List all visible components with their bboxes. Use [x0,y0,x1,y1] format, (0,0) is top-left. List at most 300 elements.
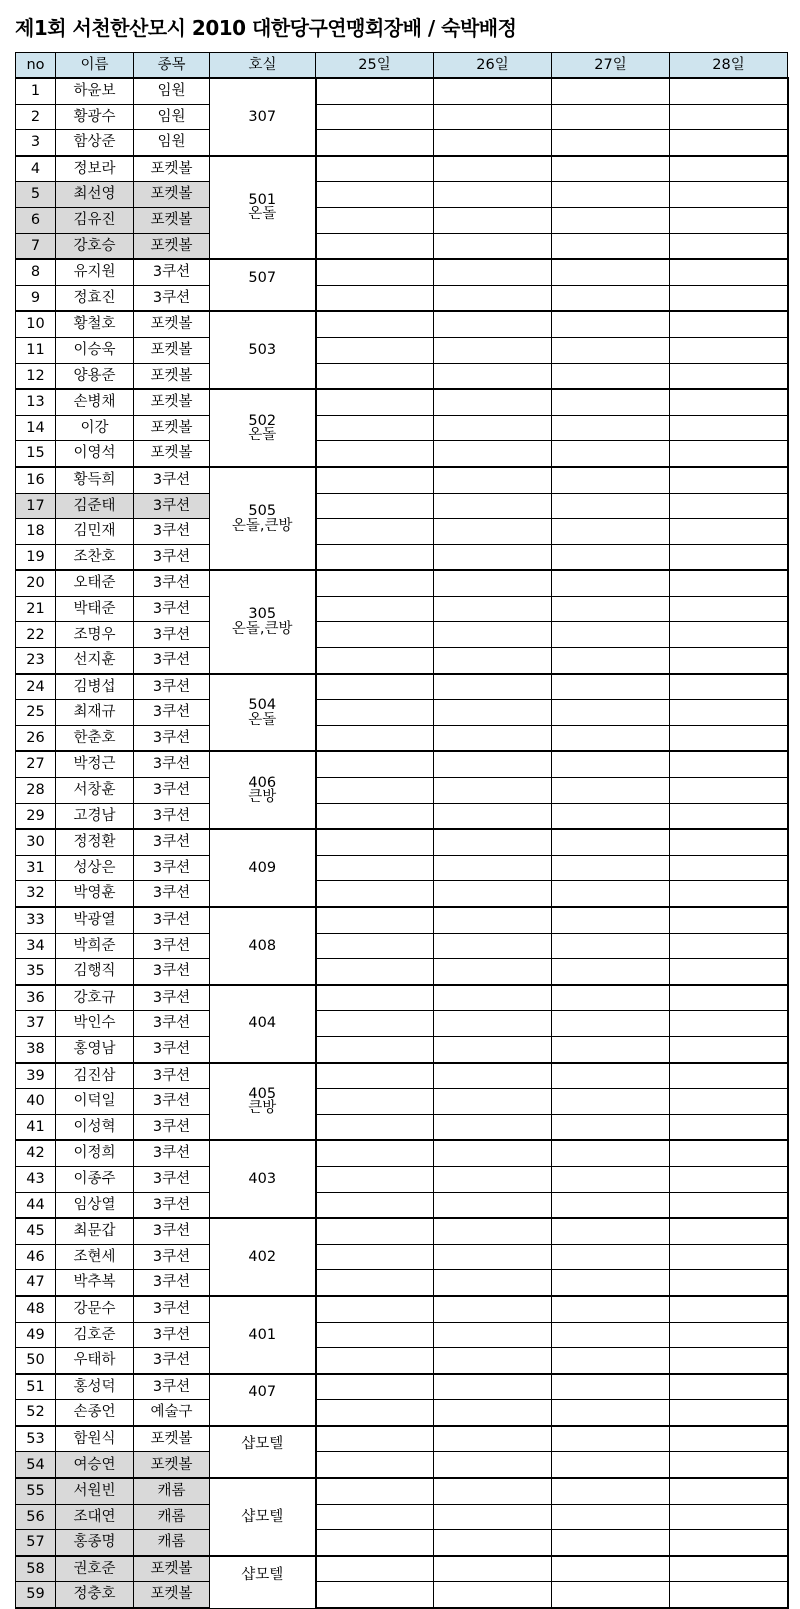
day-cell-27 [552,1063,670,1089]
row-number: 53 [16,1426,56,1452]
day-cell-28 [670,1348,788,1374]
day-cell-27 [552,493,670,519]
day-cell-28 [670,778,788,804]
event-type: 임원 [134,78,210,104]
row-number: 20 [16,570,56,596]
day-cell-26 [434,1114,552,1140]
room-label-line: 샵모텔 [241,1436,284,1453]
day-cell-27 [552,725,670,751]
day-cell-27 [552,674,670,700]
row-number: 40 [16,1089,56,1115]
day-cell-28 [670,1556,788,1582]
table-row [16,725,788,751]
day-cell-25 [316,363,434,389]
table-row [16,233,788,259]
room-label-line: 307 [248,108,277,125]
row-number: 7 [16,233,56,259]
table-row [16,1348,788,1374]
day-cell-26 [434,156,552,182]
day-cell-28 [670,285,788,311]
day-cell-27 [552,829,670,855]
guest-name: 하윤보 [56,78,134,104]
event-type: 포켓볼 [134,1452,210,1478]
day-cell-28 [670,596,788,622]
table-row [16,156,788,182]
day-cell-26 [434,959,552,985]
day-cell-25 [316,985,434,1011]
event-type: 3쿠션 [134,519,210,545]
day-cell-25 [316,1322,434,1348]
guest-name: 정정환 [56,829,134,855]
room-label-line: 402 [248,1248,277,1265]
day-cell-25 [316,648,434,674]
header-day-25: 25일 [316,53,434,79]
guest-name: 이승욱 [56,337,134,363]
row-number: 14 [16,415,56,441]
table-row [16,1244,788,1270]
row-number: 51 [16,1374,56,1400]
day-cell-25 [316,467,434,493]
room-label-line: 503 [248,341,277,358]
day-cell-27 [552,130,670,156]
table-row [16,1089,788,1115]
day-cell-26 [434,1504,552,1530]
day-cell-27 [552,363,670,389]
event-type: 포켓볼 [134,156,210,182]
guest-name: 조현세 [56,1244,134,1270]
event-type: 3쿠션 [134,1244,210,1270]
guest-name: 손종언 [56,1400,134,1426]
event-type: 포켓볼 [134,363,210,389]
day-cell-28 [670,104,788,130]
day-cell-25 [316,855,434,881]
event-type: 3쿠션 [134,1140,210,1166]
table-row [16,570,788,596]
day-cell-28 [670,441,788,467]
day-cell-28 [670,1114,788,1140]
guest-name: 홍영남 [56,1036,134,1062]
event-type: 3쿠션 [134,959,210,985]
day-cell-26 [434,389,552,415]
guest-name: 한춘호 [56,725,134,751]
day-cell-25 [316,1114,434,1140]
room-cell [210,1556,316,1608]
day-cell-27 [552,778,670,804]
room-label-line: 407 [248,1384,277,1401]
header-name: 이름 [56,53,134,79]
day-cell-28 [670,493,788,519]
day-cell-26 [434,622,552,648]
table-row [16,493,788,519]
day-cell-26 [434,1426,552,1452]
row-number: 33 [16,907,56,933]
day-cell-28 [670,622,788,648]
day-cell-27 [552,182,670,208]
day-cell-27 [552,389,670,415]
day-cell-28 [670,1218,788,1244]
day-cell-26 [434,1322,552,1348]
room-cell [210,156,316,259]
guest-name: 권호준 [56,1556,134,1582]
table-row [16,182,788,208]
day-cell-25 [316,829,434,855]
day-cell-25 [316,1140,434,1166]
event-type: 3쿠션 [134,803,210,829]
day-cell-25 [316,493,434,519]
day-cell-25 [316,1063,434,1089]
day-cell-27 [552,648,670,674]
day-cell-26 [434,1296,552,1322]
day-cell-28 [670,1166,788,1192]
day-cell-26 [434,803,552,829]
room-label-line: 403 [248,1170,277,1187]
day-cell-27 [552,959,670,985]
table-row [16,104,788,130]
day-cell-25 [316,1036,434,1062]
event-type: 3쿠션 [134,1374,210,1400]
event-type: 3쿠션 [134,493,210,519]
row-number: 19 [16,544,56,570]
row-number: 4 [16,156,56,182]
day-cell-26 [434,1089,552,1115]
day-cell-26 [434,855,552,881]
room-cell [210,1478,316,1556]
guest-name: 박정근 [56,751,134,777]
day-cell-26 [434,1374,552,1400]
event-type: 캐롬 [134,1504,210,1530]
day-cell-26 [434,441,552,467]
day-cell-27 [552,622,670,648]
guest-name: 강문수 [56,1296,134,1322]
day-cell-26 [434,985,552,1011]
event-type: 3쿠션 [134,985,210,1011]
day-cell-27 [552,337,670,363]
day-cell-25 [316,1582,434,1608]
day-cell-25 [316,1400,434,1426]
day-cell-28 [670,1374,788,1400]
room-label-line: 온돌,큰방 [231,517,293,534]
event-type: 3쿠션 [134,1192,210,1218]
day-cell-25 [316,182,434,208]
day-cell-28 [670,1036,788,1062]
day-cell-28 [670,1244,788,1270]
event-type: 3쿠션 [134,1114,210,1140]
day-cell-26 [434,778,552,804]
table-row [16,441,788,467]
table-row [16,959,788,985]
room-label-line: 온돌 [248,427,277,444]
room-cell [210,907,316,985]
row-number: 6 [16,207,56,233]
table-row [16,700,788,726]
day-cell-25 [316,1089,434,1115]
room-cell [210,467,316,570]
row-number: 58 [16,1556,56,1582]
event-type: 3쿠션 [134,570,210,596]
row-number: 15 [16,441,56,467]
day-cell-25 [316,959,434,985]
day-cell-26 [434,544,552,570]
day-cell-25 [316,1478,434,1504]
day-cell-25 [316,104,434,130]
day-cell-28 [670,1063,788,1089]
day-cell-26 [434,725,552,751]
table-row [16,1374,788,1400]
room-cell [210,78,316,156]
day-cell-26 [434,337,552,363]
row-number: 8 [16,259,56,285]
room-label-line [210,1452,315,1467]
row-number: 41 [16,1114,56,1140]
room-label-line: 샵모텔 [241,1566,284,1583]
table-row [16,674,788,700]
day-cell-26 [434,907,552,933]
day-cell-27 [552,519,670,545]
day-cell-25 [316,259,434,285]
day-cell-25 [316,907,434,933]
day-cell-27 [552,1011,670,1037]
room-cell [210,570,316,673]
day-cell-25 [316,1296,434,1322]
day-cell-25 [316,881,434,907]
table-row [16,1400,788,1426]
table-row [16,1452,788,1478]
day-cell-28 [670,751,788,777]
day-cell-28 [670,1426,788,1452]
event-type: 포켓볼 [134,207,210,233]
room-label-line: 305 [248,606,277,623]
day-cell-25 [316,1426,434,1452]
day-cell-26 [434,596,552,622]
table-row [16,78,788,104]
room-label-line: 406 [248,774,277,791]
guest-name: 이덕일 [56,1089,134,1115]
day-cell-27 [552,544,670,570]
day-cell-28 [670,363,788,389]
guest-name: 조찬호 [56,544,134,570]
guest-name: 박태준 [56,596,134,622]
row-number: 31 [16,855,56,881]
room-label-line [210,1400,315,1415]
day-cell-25 [316,1452,434,1478]
table-row [16,415,788,441]
event-type: 3쿠션 [134,725,210,751]
day-cell-28 [670,1478,788,1504]
event-type: 3쿠션 [134,700,210,726]
event-type: 3쿠션 [134,622,210,648]
row-number: 48 [16,1296,56,1322]
day-cell-25 [316,415,434,441]
day-cell-28 [670,725,788,751]
day-cell-26 [434,363,552,389]
table-row [16,363,788,389]
day-cell-26 [434,1063,552,1089]
event-type: 포켓볼 [134,311,210,337]
table-row [16,285,788,311]
day-cell-25 [316,233,434,259]
day-cell-27 [552,570,670,596]
guest-name: 이강 [56,415,134,441]
day-cell-28 [670,1011,788,1037]
day-cell-27 [552,751,670,777]
row-number: 13 [16,389,56,415]
day-cell-25 [316,311,434,337]
day-cell-27 [552,907,670,933]
room-label-line [210,285,315,300]
guest-name: 함상준 [56,130,134,156]
header-day-28: 28일 [670,53,788,79]
day-cell-28 [670,907,788,933]
event-type: 3쿠션 [134,1270,210,1296]
day-cell-27 [552,1218,670,1244]
day-cell-27 [552,207,670,233]
table-row [16,1582,788,1608]
guest-name: 박영훈 [56,881,134,907]
row-number: 57 [16,1530,56,1556]
day-cell-26 [434,1348,552,1374]
row-number: 10 [16,311,56,337]
day-cell-28 [670,1089,788,1115]
day-cell-25 [316,751,434,777]
day-cell-26 [434,182,552,208]
table-row [16,751,788,777]
row-number: 59 [16,1582,56,1608]
day-cell-26 [434,881,552,907]
day-cell-26 [434,519,552,545]
guest-name: 최문갑 [56,1218,134,1244]
guest-name: 정효진 [56,285,134,311]
room-cell [210,389,316,467]
day-cell-26 [434,207,552,233]
day-cell-28 [670,985,788,1011]
day-cell-27 [552,1036,670,1062]
header-room: 호실 [210,53,316,79]
day-cell-26 [434,1582,552,1608]
row-number: 22 [16,622,56,648]
guest-name: 이정희 [56,1140,134,1166]
guest-name: 조대연 [56,1504,134,1530]
room-label-line: 408 [248,937,277,954]
day-cell-26 [434,415,552,441]
room-cell [210,1374,316,1426]
event-type: 3쿠션 [134,1166,210,1192]
event-type: 포켓볼 [134,389,210,415]
event-type: 3쿠션 [134,674,210,700]
table-row [16,1478,788,1504]
day-cell-28 [670,337,788,363]
day-cell-25 [316,1504,434,1530]
day-cell-28 [670,1270,788,1296]
table-row [16,259,788,285]
table-row [16,933,788,959]
guest-name: 강호규 [56,985,134,1011]
day-cell-26 [434,648,552,674]
row-number: 24 [16,674,56,700]
room-label-line: 502 [248,412,277,429]
header-no: no [16,53,56,79]
room-label-line: 큰방 [248,1100,277,1117]
event-type: 예술구 [134,1400,210,1426]
day-cell-28 [670,1452,788,1478]
table-row [16,1011,788,1037]
event-type: 캐롬 [134,1478,210,1504]
row-number: 37 [16,1011,56,1037]
table-row [16,596,788,622]
table-row [16,1556,788,1582]
event-type: 포켓볼 [134,1556,210,1582]
day-cell-27 [552,1374,670,1400]
room-cell [210,1063,316,1141]
day-cell-25 [316,933,434,959]
room-label-line: 405 [248,1085,277,1102]
row-number: 38 [16,1036,56,1062]
day-cell-27 [552,1582,670,1608]
row-number: 30 [16,829,56,855]
day-cell-28 [670,1296,788,1322]
row-number: 43 [16,1166,56,1192]
day-cell-25 [316,1348,434,1374]
day-cell-26 [434,259,552,285]
room-label-line: 온돌 [248,711,277,728]
event-type: 캐롬 [134,1530,210,1556]
day-cell-26 [434,933,552,959]
day-cell-27 [552,285,670,311]
day-cell-26 [434,674,552,700]
event-type: 3쿠션 [134,881,210,907]
day-cell-27 [552,78,670,104]
guest-name: 고경남 [56,803,134,829]
day-cell-27 [552,1530,670,1556]
guest-name: 황철호 [56,311,134,337]
day-cell-26 [434,233,552,259]
event-type: 3쿠션 [134,467,210,493]
row-number: 23 [16,648,56,674]
guest-name: 박희준 [56,933,134,959]
guest-name: 정충호 [56,1582,134,1608]
table-row [16,207,788,233]
guest-name: 서원빈 [56,1478,134,1504]
day-cell-28 [670,648,788,674]
day-cell-28 [670,182,788,208]
event-type: 3쿠션 [134,285,210,311]
row-number: 21 [16,596,56,622]
table-row [16,1426,788,1452]
day-cell-27 [552,700,670,726]
event-type: 포켓볼 [134,337,210,363]
row-number: 5 [16,182,56,208]
guest-name: 최재규 [56,700,134,726]
event-type: 3쿠션 [134,907,210,933]
row-number: 17 [16,493,56,519]
table-row [16,519,788,545]
day-cell-28 [670,259,788,285]
row-number: 42 [16,1140,56,1166]
day-cell-28 [670,1322,788,1348]
guest-name: 김행직 [56,959,134,985]
day-cell-25 [316,1374,434,1400]
room-cell [210,1140,316,1218]
table-row [16,1504,788,1530]
row-number: 18 [16,519,56,545]
day-cell-28 [670,519,788,545]
day-cell-25 [316,700,434,726]
table-row [16,622,788,648]
day-cell-26 [434,1400,552,1426]
guest-name: 김진삼 [56,1063,134,1089]
day-cell-27 [552,1244,670,1270]
day-cell-27 [552,803,670,829]
day-cell-27 [552,259,670,285]
